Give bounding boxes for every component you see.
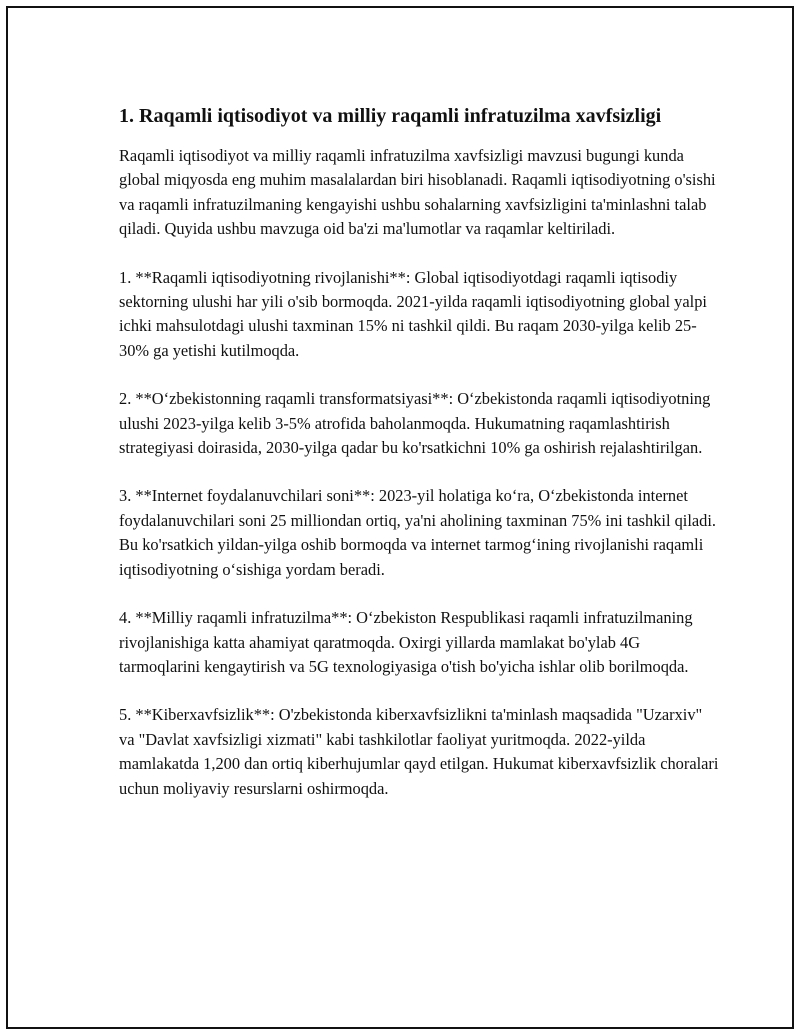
- section-paragraph-digital-economy: 1. **Raqamli iqtisodiyotning rivojlanishi**: Global iqtisodiyotdagi raqamli iqtisodiy sektorning ulushi har yili o'sib bormoqda. 2021-yilda raqamli iqtisodiyotning global yalpi ichki mahsulotdagi ulushi taxminan 15% ni tashkil qildi. Bu raqam 2030-yilga kelib 25-30% ga yetishi kutilmoqda.: [119, 267, 707, 360]
- section-paragraph-cybersecurity: 5. **Kiberxavfsizlik**: O'zbekistonda kiberxavfsizlikni ta'minlash maqsadida "Uzarxiv" va "Davlat xavfsizligi xizmati" kabi tashkilotlar faoliyat yuritmoqda. 2022-yilda mamlakatda 1,200 dan ortiq kiberhujumlar qayd etilgan. Hukumat kiberxavfsizlik choralari uchun moliyaviy resurslarni oshirmoqda.: [119, 705, 719, 798]
- intro-paragraph: Raqamli iqtisodiyot va milliy raqamli infratuzilma xavfsizligi mavzusi bugungi kunda global miqyosda eng muhim masalalardan biri hisoblanadi. Raqamli iqtisodiyotning o'sishi va raqamli infratuzilmaning kengayishi ushbu sohalarning xavfsizligini ta'minlashni talab qiladi. Quyida ushbu mavzuga oid ba'zi ma'lumotlar va raqamlar keltiriladi.: [119, 146, 716, 239]
- section-paragraph-internet-users: 3. **Internet foydalanuvchilari soni**: 2023-yil holatiga ko‘ra, O‘zbekistonda internet foydalanuvchilari soni 25 milliondan ortiq, ya'ni aholining taxminan 75% ini tashkil qiladi. Bu ko'rsatkich yildan-yilga oshib bormoqda va internet tarmog‘ining rivojlanishi raqamli iqtisodiyotning o‘sishiga yordam beradi.: [119, 486, 717, 579]
- page-frame: [6, 6, 794, 1029]
- document-body: [119, 102, 719, 825]
- section-paragraph-uzbekistan-transformation: 2. **O‘zbekistonning raqamli transformatsiyasi**: O‘zbekistonda raqamli iqtisodiyotning ulushi 2023-yilga kelib 3-5% atrofida baholanmoqda. Hukumatning raqamlashtirish strategiyasi doirasida, 2030-yilga qadar bu ko'rsatkichni 10% ga oshirish rejalashtirilgan.: [119, 389, 711, 458]
- section-paragraph-national-infrastructure: 4. **Milliy raqamli infratuzilma**: O‘zbekiston Respublikasi raqamli infratuzilmaning rivojlanishiga katta ahamiyat qaratmoqda. Oxirgi yillarda mamlakat bo'ylab 4G tarmoqlarini kengaytirish va 5G texnologiyasiga o'tish bo'yicha ishlar olib borilmoqda.: [119, 608, 693, 676]
- document-title: 1. Raqamli iqtisodiyot va milliy raqamli infratuzilma xavfsizligi: [119, 105, 662, 127]
